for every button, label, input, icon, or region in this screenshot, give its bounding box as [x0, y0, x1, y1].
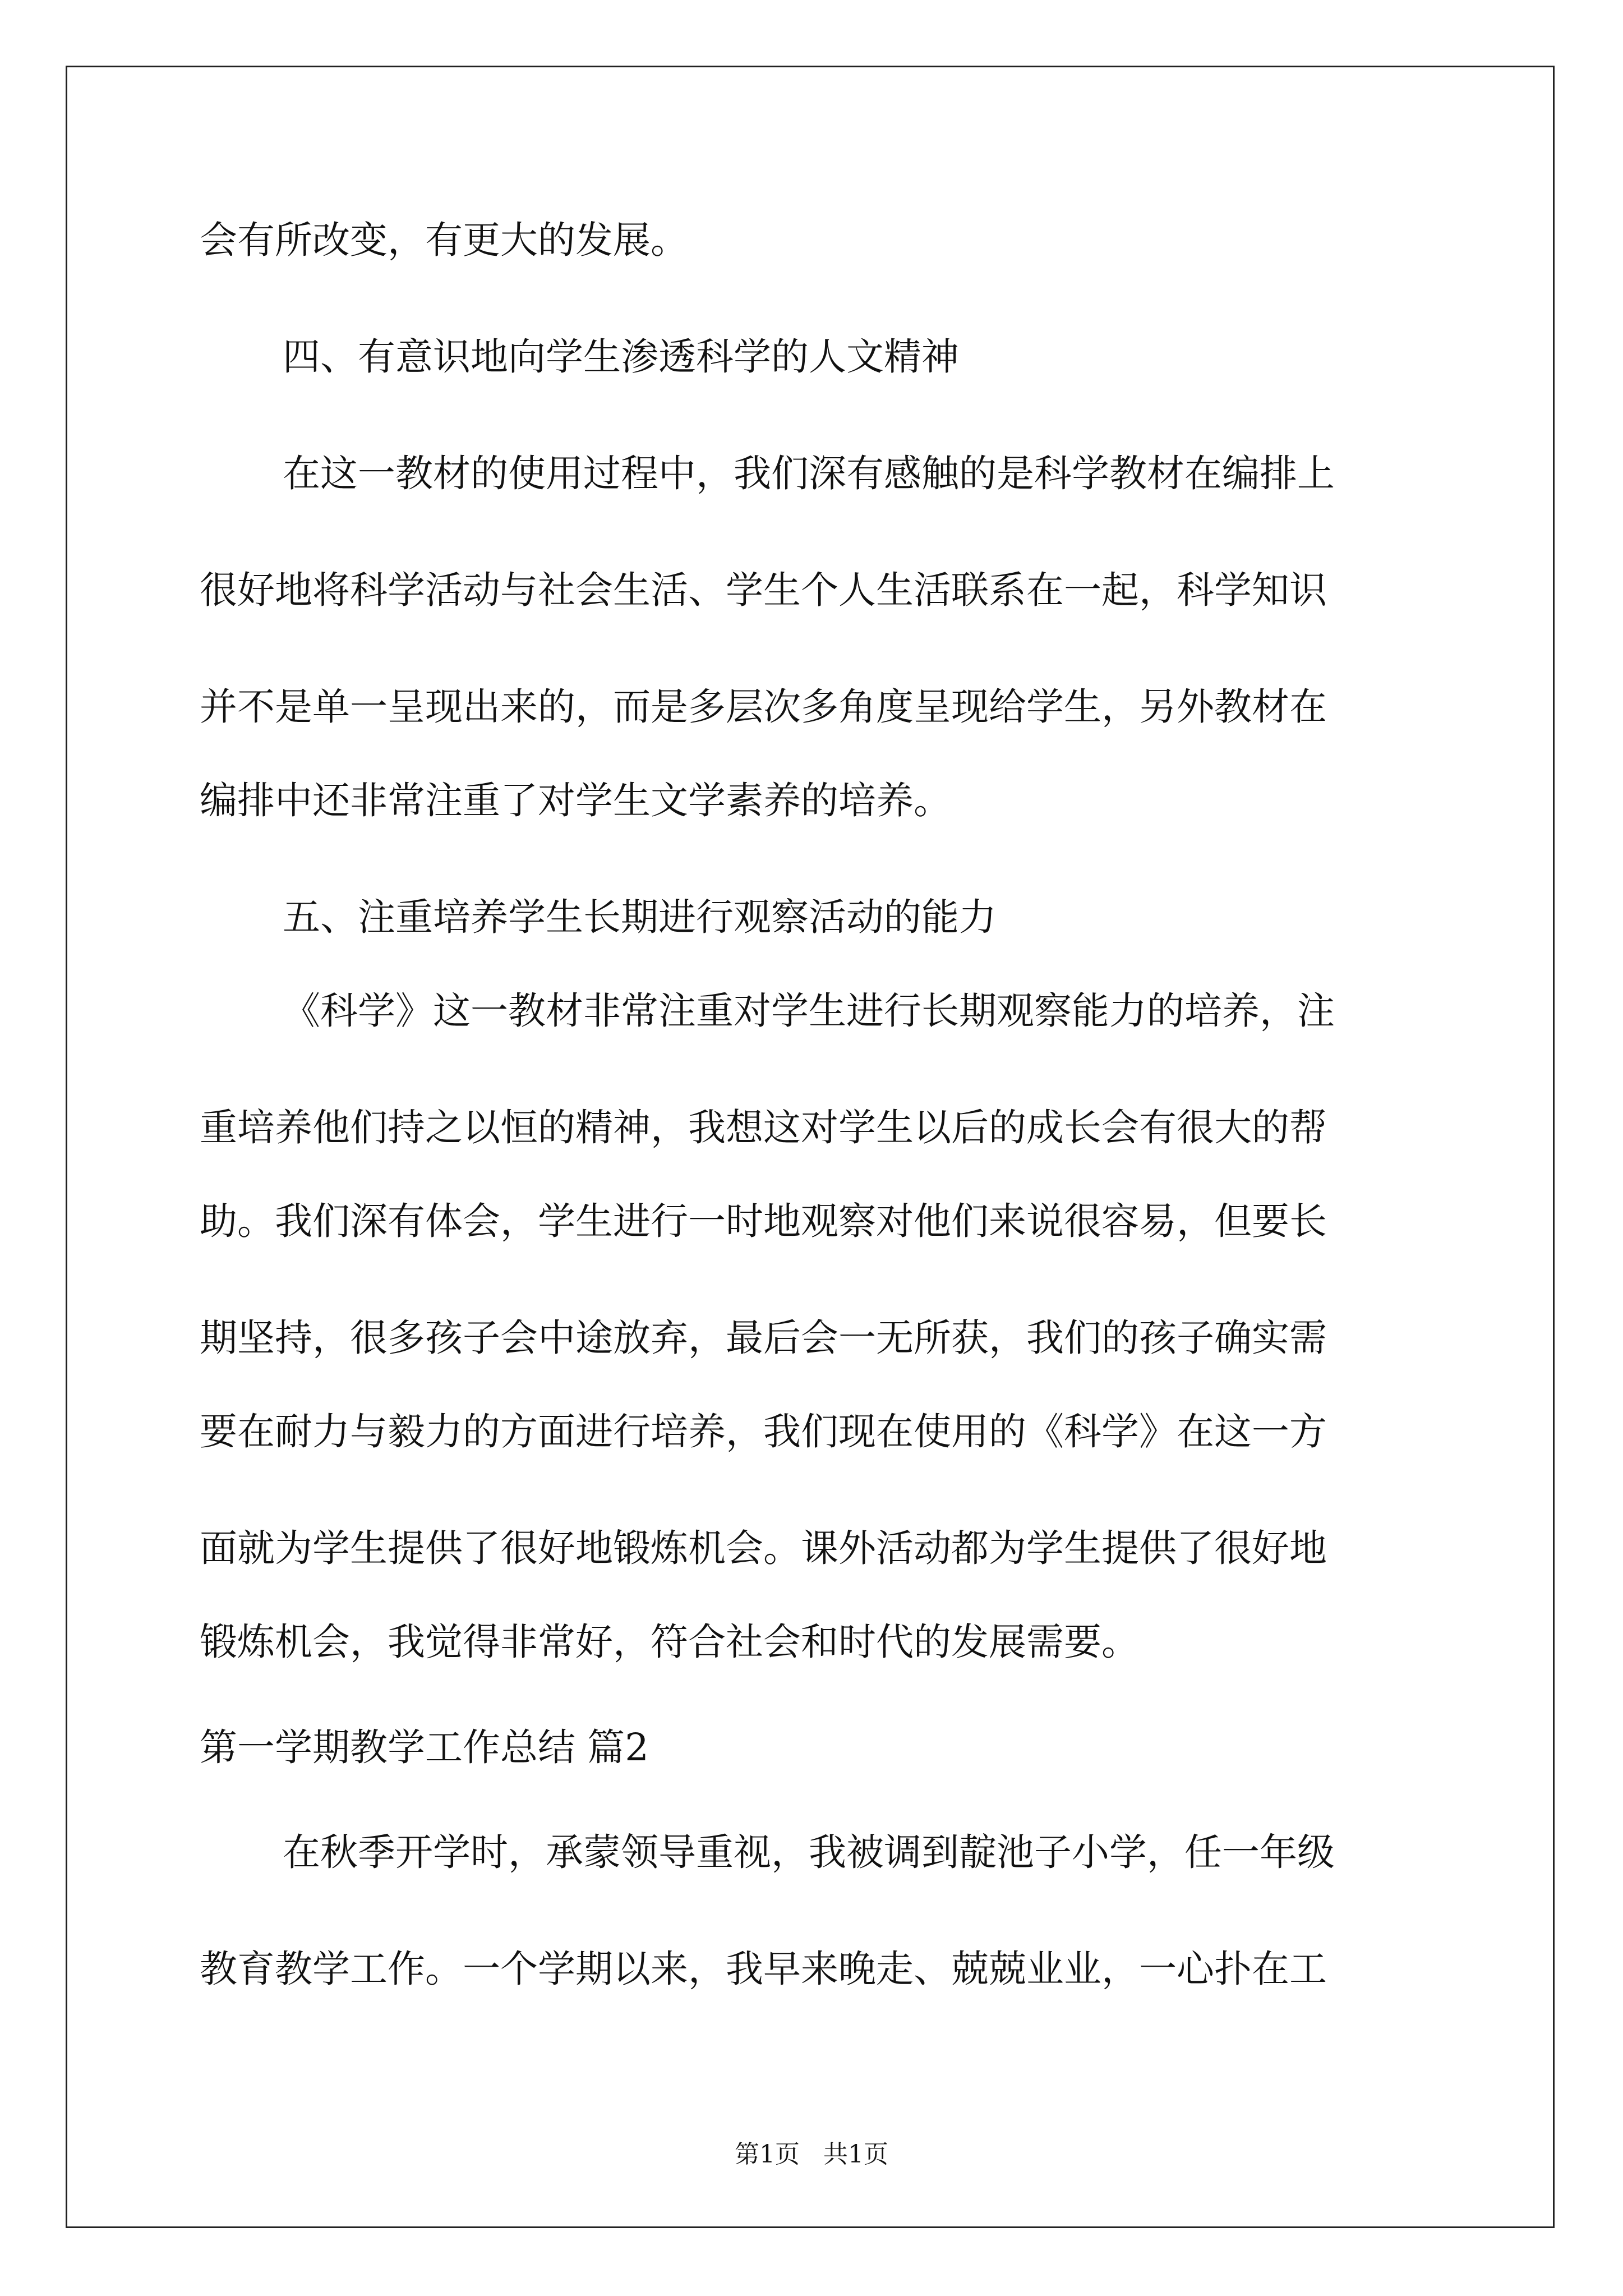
- paragraph-line: 会有所改变，有更大的发展。: [200, 218, 688, 262]
- paragraph-line: 《科学》这一教材非常注重对学生进行长期观察能力的培养，注: [283, 989, 1335, 1033]
- section-heading: 四、有意识地向学生渗透科学的人文精神: [283, 335, 959, 379]
- paragraph-line: 教育教学工作。一个学期以来，我早来晚走、兢兢业业，一心扑在工: [200, 1947, 1327, 1991]
- paragraph-line: 面就为学生提供了很好地锻炼机会。课外活动都为学生提供了很好地: [200, 1526, 1327, 1570]
- paragraph-line: 重培养他们持之以恒的精神，我想这对学生以后的成长会有很大的帮: [200, 1106, 1327, 1149]
- paragraph-line: 期坚持，很多孩子会中途放弃，最后会一无所获，我们的孩子确实需: [200, 1316, 1327, 1360]
- paragraph-line: 在这一教材的使用过程中，我们深有感触的是科学教材在编排上: [283, 452, 1335, 495]
- paragraph-line: 锻炼机会，我觉得非常好，符合社会和时代的发展需要。: [200, 1620, 1139, 1664]
- paragraph-line: 并不是单一呈现出来的，而是多层次多角度呈现给学生，另外教材在: [200, 685, 1327, 729]
- paragraph-line: 很好地将科学活动与社会生活、学生个人生活联系在一起，科学知识: [200, 568, 1327, 612]
- paragraph-line: 助。我们深有体会，学生进行一时地观察对他们来说很容易，但要长: [200, 1199, 1327, 1243]
- section-heading: 五、注重培养学生长期进行观察活动的能力: [283, 895, 997, 939]
- paragraph-line: 编排中还非常注重了对学生文学素养的培养。: [200, 779, 951, 822]
- paragraph-line: 在秋季开学时，承蒙领导重视，我被调到靛池子小学，任一年级: [283, 1830, 1335, 1874]
- paragraph-line: 要在耐力与毅力的方面进行培养，我们现在使用的《科学》在这一方: [200, 1410, 1327, 1453]
- page-number-footer: 第1页 共1页: [735, 2140, 888, 2169]
- article-title: 第一学期教学工作总结 篇2: [200, 1726, 649, 1769]
